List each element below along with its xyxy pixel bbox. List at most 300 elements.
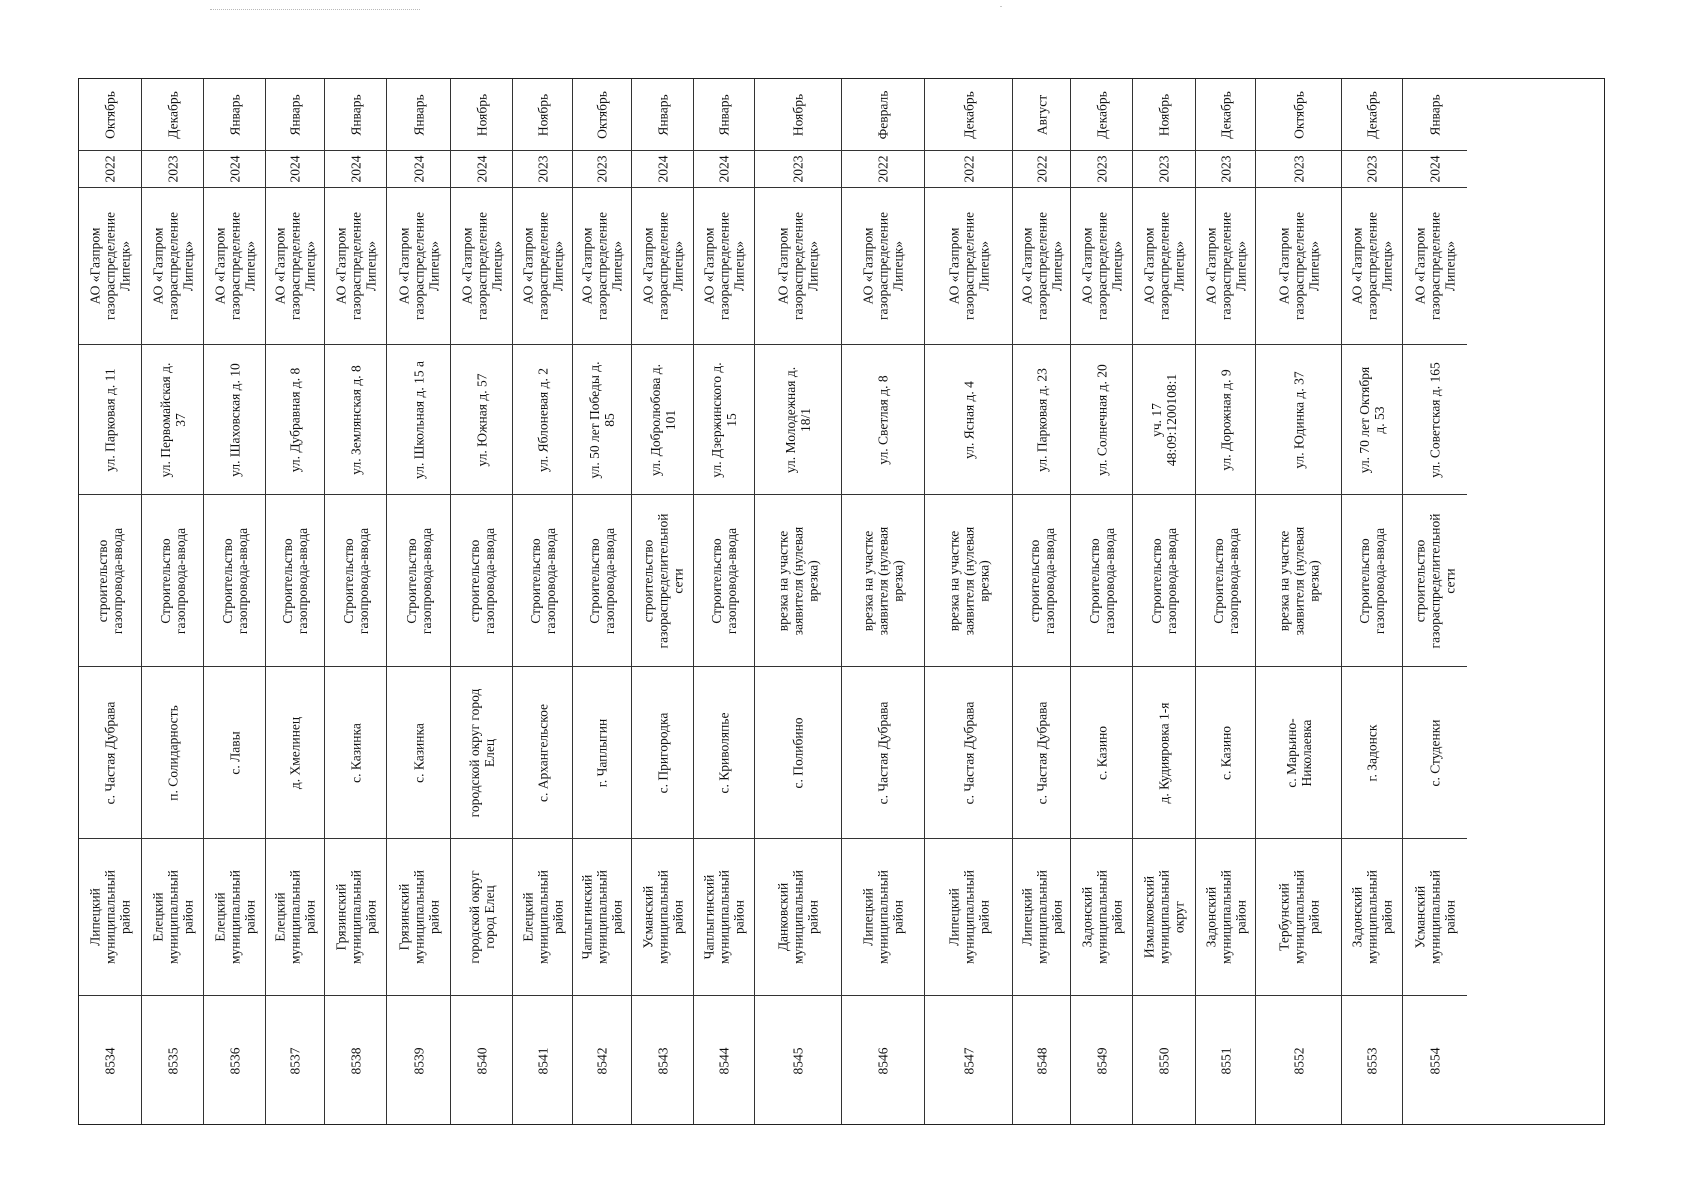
settlement-cell xyxy=(1256,667,1341,839)
organization-cell xyxy=(1256,188,1341,345)
work-type-cell xyxy=(694,495,754,667)
year-text: 2024 xyxy=(227,155,242,183)
work-type-cell xyxy=(1071,495,1132,667)
settlement-text: с. Криволяпье xyxy=(716,712,732,793)
settlement-cell xyxy=(1133,667,1195,839)
district-text: Липецкий муниципальный район xyxy=(946,870,991,964)
district-text: Задонский муниципальный район xyxy=(1203,870,1248,964)
row-number-cell xyxy=(1196,996,1255,1126)
settlement-text: с. Пригородка xyxy=(655,712,670,793)
table-row xyxy=(1133,79,1196,1124)
address-cell xyxy=(204,345,265,495)
settlement-cell xyxy=(1013,667,1070,839)
month-cell xyxy=(925,79,1012,151)
row-number-cell xyxy=(387,996,450,1126)
work-type-text: строительство газораспределительной сети xyxy=(1412,513,1458,648)
row-number-cell xyxy=(142,996,203,1126)
work-type-cell xyxy=(1403,495,1467,667)
organization-text: АО «Газпром газораспределение Липецк» xyxy=(860,211,906,321)
settlement-cell xyxy=(755,667,841,839)
district-text: Измалковский муниципальный округ xyxy=(1141,870,1187,964)
address-cell xyxy=(1133,345,1195,495)
table-row xyxy=(694,79,755,1124)
district-text: Усманский муниципальный район xyxy=(640,870,685,964)
month-text: Ноябрь xyxy=(790,93,806,136)
year-cell xyxy=(694,151,754,188)
year-text: 2024 xyxy=(655,155,670,183)
month-cell xyxy=(451,79,512,151)
settlement-cell xyxy=(1196,667,1255,839)
district-cell xyxy=(573,839,631,996)
year-cell xyxy=(842,151,924,188)
month-cell xyxy=(513,79,572,151)
work-type-text: строительство газопровода-ввода xyxy=(1026,527,1057,634)
address-text: ул. Дубравная д. 8 xyxy=(287,367,303,472)
organization-text: АО «Газпром газораспределение Липецк» xyxy=(1412,211,1458,321)
address-cell xyxy=(1196,345,1255,495)
year-text: 2023 xyxy=(1094,155,1109,183)
month-text: Октябрь xyxy=(102,90,118,139)
work-type-cell xyxy=(925,495,1012,667)
row-number-cell xyxy=(1403,996,1467,1126)
district-text: Липецкий муниципальный район xyxy=(87,870,133,964)
district-text: Чаплыгинский муниципальный район xyxy=(579,870,625,964)
address-cell xyxy=(1013,345,1070,495)
table-row xyxy=(1342,79,1403,1124)
settlement-text: с. Полибино xyxy=(790,716,806,789)
month-text: Февраль xyxy=(875,90,891,139)
month-text: Январь xyxy=(716,93,732,136)
row-number-cell xyxy=(755,996,841,1126)
settlement-text: с. Казино xyxy=(1094,725,1109,780)
work-type-cell xyxy=(79,495,141,667)
settlement-cell xyxy=(842,667,924,839)
address-cell xyxy=(1071,345,1132,495)
month-cell xyxy=(79,79,141,151)
month-cell xyxy=(842,79,924,151)
organization-cell xyxy=(1342,188,1402,345)
month-text: Октябрь xyxy=(594,90,610,139)
work-type-text: врезка на участке заявителя (нулевая врезка) xyxy=(775,526,821,635)
year-cell xyxy=(79,151,141,188)
district-cell xyxy=(204,839,265,996)
table-row xyxy=(755,79,842,1124)
settlement-text: п. Солидарность xyxy=(165,704,180,801)
address-cell xyxy=(925,345,1012,495)
organization-cell xyxy=(573,188,631,345)
address-text: ул. Яcная д. 4 xyxy=(961,380,976,459)
settlement-text: с. Студенки xyxy=(1427,718,1443,787)
month-text: Ноябрь xyxy=(474,93,489,136)
year-text: 2023 xyxy=(1364,155,1380,183)
month-text: Январь xyxy=(411,93,426,136)
row-number-text: 8543 xyxy=(655,1047,670,1075)
table-row xyxy=(573,79,632,1124)
organization-text: АО «Газпром газораспределение Липецк» xyxy=(150,211,195,321)
row-number-cell xyxy=(79,996,141,1126)
row-number-text: 8554 xyxy=(1427,1047,1443,1075)
year-text: 2023 xyxy=(1156,155,1172,183)
organization-text: АО «Газпром газораспределение Липецк» xyxy=(212,211,257,321)
settlement-text: д. Хмелинец xyxy=(287,716,303,789)
settlement-text: с. Архангельское xyxy=(535,703,550,802)
address-text: ул. Южная д. 57 xyxy=(474,373,489,466)
year-text: 2022 xyxy=(1034,155,1049,183)
organization-cell xyxy=(842,188,924,345)
table-row xyxy=(325,79,387,1124)
organization-cell xyxy=(142,188,203,345)
scan-artifact-dot xyxy=(1000,6,1002,7)
year-text: 2022 xyxy=(102,155,118,183)
settlement-cell xyxy=(573,667,631,839)
year-text: 2023 xyxy=(594,155,610,183)
settlement-cell xyxy=(1071,667,1132,839)
organization-cell xyxy=(694,188,754,345)
year-cell xyxy=(204,151,265,188)
work-type-cell xyxy=(1013,495,1070,667)
settlement-text: с. Лавы xyxy=(227,730,242,775)
organization-cell xyxy=(79,188,141,345)
organization-text: АО «Газпром газораспределение Липецк» xyxy=(701,211,747,321)
address-cell xyxy=(1256,345,1341,495)
organization-text: АО «Газпром газораспределение Липецк» xyxy=(579,211,625,321)
settlement-cell xyxy=(694,667,754,839)
month-text: Август xyxy=(1034,94,1049,135)
organization-text: АО «Газпром газораспределение Липецк» xyxy=(946,211,991,321)
row-number-cell xyxy=(451,996,512,1126)
month-cell xyxy=(204,79,265,151)
work-type-text: Строительство газопровода-ввода xyxy=(340,527,371,634)
address-cell xyxy=(266,345,324,495)
district-text: Липецкий муниципальный район xyxy=(860,870,906,964)
work-type-text: Строительство газопровода-ввода xyxy=(1149,527,1179,634)
work-type-cell xyxy=(573,495,631,667)
row-number-text: 8540 xyxy=(474,1047,489,1075)
address-cell xyxy=(632,345,693,495)
settlement-cell xyxy=(1342,667,1402,839)
settlement-cell xyxy=(79,667,141,839)
organization-cell xyxy=(1013,188,1070,345)
row-number-text: 8547 xyxy=(961,1047,976,1075)
work-type-text: Строительство газопровода-ввода xyxy=(280,527,310,634)
organization-cell xyxy=(1403,188,1467,345)
year-cell xyxy=(1071,151,1132,188)
settlement-cell xyxy=(142,667,203,839)
settlement-cell xyxy=(1403,667,1467,839)
row-number-text: 8534 xyxy=(102,1047,118,1075)
row-number-cell xyxy=(266,996,324,1126)
row-number-text: 8542 xyxy=(594,1047,610,1075)
organization-text: АО «Газпром газораспределение Липецк» xyxy=(272,211,318,321)
year-text: 2024 xyxy=(716,155,732,183)
work-type-text: Строительство газопровода-ввода xyxy=(527,527,558,634)
month-cell xyxy=(573,79,631,151)
organization-text: АО «Газпром газораспределение Липецк» xyxy=(1019,211,1064,321)
row-number-cell xyxy=(925,996,1012,1126)
settlement-text: с. Частая Дубрава xyxy=(102,701,118,804)
work-type-cell xyxy=(387,495,450,667)
address-text: ул. Землянская д. 8 xyxy=(348,364,363,475)
work-type-cell xyxy=(451,495,512,667)
month-text: Ноябрь xyxy=(535,93,550,136)
work-type-text: Строительство газопровода-ввода xyxy=(709,527,739,634)
settlement-text: городской округ город Елец xyxy=(466,688,497,817)
district-text: Чаплыгинский муниципальный район xyxy=(701,870,747,964)
address-text: ул. Светлая д. 8 xyxy=(875,374,891,465)
settlement-text: г. Чаплыгин xyxy=(594,718,610,787)
row-number-cell xyxy=(325,996,386,1126)
address-text: ул. Добролюбова д. 101 xyxy=(647,363,678,476)
work-type-text: Строительство газопровода-ввода xyxy=(1357,527,1387,634)
table-row xyxy=(1256,79,1342,1124)
address-cell xyxy=(1342,345,1402,495)
work-type-text: врезка на участке заявителя (нулевая врезка) xyxy=(1276,526,1321,635)
row-number-cell xyxy=(1256,996,1341,1126)
row-number-text: 8546 xyxy=(875,1047,891,1075)
work-type-text: строительство газораспределительной сети xyxy=(640,513,685,648)
address-cell xyxy=(79,345,141,495)
year-cell xyxy=(755,151,841,188)
district-text: Елецкий муниципальный район xyxy=(272,870,318,964)
organization-cell xyxy=(513,188,572,345)
row-number-text: 8536 xyxy=(227,1047,242,1075)
row-number-text: 8537 xyxy=(287,1047,303,1075)
district-cell xyxy=(513,839,572,996)
address-text: ул. Дзержинского д. 15 xyxy=(709,361,739,478)
month-cell xyxy=(142,79,203,151)
year-text: 2023 xyxy=(1291,155,1306,183)
month-cell xyxy=(1133,79,1195,151)
month-text: Декабрь xyxy=(1218,90,1233,139)
gasification-registry-table xyxy=(78,78,1605,1125)
month-cell xyxy=(1196,79,1255,151)
year-cell xyxy=(925,151,1012,188)
work-type-text: врезка на участке заявителя (нулевая врезка) xyxy=(860,526,906,635)
organization-text: АО «Газпром газораспределение Липецк» xyxy=(1141,211,1187,321)
month-cell xyxy=(1342,79,1402,151)
month-cell xyxy=(266,79,324,151)
organization-text: АО «Газпром газораспределение Липецк» xyxy=(1079,211,1124,321)
row-number-text: 8548 xyxy=(1034,1047,1049,1075)
address-text: ул. Шаховская д. 10 xyxy=(227,362,242,477)
row-number-cell xyxy=(1133,996,1195,1126)
table-row xyxy=(1071,79,1133,1124)
district-cell xyxy=(387,839,450,996)
row-number-text: 8541 xyxy=(535,1047,550,1075)
work-type-text: Строительство газопровода-ввода xyxy=(1086,527,1117,634)
organization-text: АО «Газпром газораспределение Липецк» xyxy=(333,211,378,321)
month-text: Январь xyxy=(287,93,303,136)
year-cell xyxy=(573,151,631,188)
row-number-text: 8535 xyxy=(165,1047,180,1075)
address-cell xyxy=(1403,345,1467,495)
district-cell xyxy=(842,839,924,996)
work-type-cell xyxy=(632,495,693,667)
row-number-cell xyxy=(632,996,693,1126)
settlement-text: с. Марьино- Николаевка xyxy=(1283,717,1314,788)
district-text: Липецкий муниципальный район xyxy=(1019,870,1064,964)
month-text: Январь xyxy=(655,93,670,136)
month-cell xyxy=(1013,79,1070,151)
row-number-cell xyxy=(204,996,265,1126)
district-text: Данковский муниципальный район xyxy=(775,870,821,964)
settlement-text: с. Казино xyxy=(1218,725,1233,780)
year-text: 2024 xyxy=(411,155,426,183)
year-cell xyxy=(1342,151,1402,188)
month-text: Январь xyxy=(348,93,363,136)
organization-cell xyxy=(387,188,450,345)
address-cell xyxy=(842,345,924,495)
address-cell xyxy=(142,345,203,495)
settlement-cell xyxy=(387,667,450,839)
row-number-cell xyxy=(842,996,924,1126)
organization-text: АО «Газпром газораспределение Липецк» xyxy=(1203,211,1248,321)
district-text: Задонский муниципальный район xyxy=(1079,870,1124,964)
organization-cell xyxy=(1196,188,1255,345)
settlement-text: с. Казинка xyxy=(411,722,426,783)
address-cell xyxy=(451,345,512,495)
month-cell xyxy=(755,79,841,151)
year-cell xyxy=(513,151,572,188)
address-text: ул. Советская д. 165 xyxy=(1427,361,1443,478)
district-text: Задонский муниципальный район xyxy=(1349,870,1395,964)
settlement-cell xyxy=(632,667,693,839)
table-row xyxy=(513,79,573,1124)
year-text: 2023 xyxy=(790,155,806,183)
row-number-text: 8550 xyxy=(1156,1047,1172,1075)
address-text: уч. 17 48:09:1200108:1 xyxy=(1149,373,1179,466)
settlement-text: с. Частая Дубрава xyxy=(1034,701,1049,804)
organization-cell xyxy=(925,188,1012,345)
work-type-text: строительство газопровода-ввода xyxy=(466,527,497,634)
month-cell xyxy=(1071,79,1132,151)
organization-cell xyxy=(204,188,265,345)
month-cell xyxy=(387,79,450,151)
work-type-cell xyxy=(1196,495,1255,667)
settlement-text: г. Задонск xyxy=(1364,724,1380,781)
address-text: ул. 70 лет Октября д. 53 xyxy=(1357,366,1387,473)
district-text: городской округ город Елец xyxy=(466,870,497,964)
year-cell xyxy=(325,151,386,188)
month-text: Декабрь xyxy=(165,90,180,139)
table-row xyxy=(387,79,451,1124)
address-cell xyxy=(573,345,631,495)
address-text: ул. Парковая д. 11 xyxy=(102,367,118,472)
organization-text: АО «Газпром газораспределение Липецк» xyxy=(775,211,821,321)
table-row xyxy=(204,79,266,1124)
work-type-cell xyxy=(142,495,203,667)
district-cell xyxy=(1196,839,1255,996)
district-cell xyxy=(451,839,512,996)
organization-cell xyxy=(1071,188,1132,345)
row-number-text: 8552 xyxy=(1291,1047,1306,1075)
settlement-cell xyxy=(513,667,572,839)
district-cell xyxy=(325,839,386,996)
organization-text: АО «Газпром газораспределение Липецк» xyxy=(396,211,441,321)
year-text: 2022 xyxy=(875,155,891,183)
organization-text: АО «Газпром газораспределение Липецк» xyxy=(1276,211,1321,321)
district-cell xyxy=(142,839,203,996)
row-number-text: 8545 xyxy=(790,1047,806,1075)
row-number-text: 8553 xyxy=(1364,1047,1380,1075)
organization-text: АО «Газпром газораспределение Липецк» xyxy=(459,211,504,321)
district-cell xyxy=(1342,839,1402,996)
work-type-text: Строительство газопровода-ввода xyxy=(403,527,434,634)
settlement-cell xyxy=(451,667,512,839)
address-cell xyxy=(755,345,841,495)
address-text: ул. Яблоневая д. 2 xyxy=(535,367,550,472)
year-cell xyxy=(142,151,203,188)
row-number-cell xyxy=(1013,996,1070,1126)
address-cell xyxy=(325,345,386,495)
work-type-cell xyxy=(1256,495,1341,667)
work-type-cell xyxy=(266,495,324,667)
work-type-cell xyxy=(1342,495,1402,667)
district-text: Елецкий муниципальный район xyxy=(150,870,195,964)
settlement-text: с. Казинка xyxy=(348,722,363,783)
settlement-text: с. Частая Дубрава xyxy=(875,701,891,804)
settlement-cell xyxy=(925,667,1012,839)
table-row xyxy=(1403,79,1467,1124)
district-cell xyxy=(79,839,141,996)
organization-cell xyxy=(632,188,693,345)
row-number-text: 8549 xyxy=(1094,1047,1109,1075)
row-number-cell xyxy=(694,996,754,1126)
table-row xyxy=(266,79,325,1124)
table-row xyxy=(451,79,513,1124)
work-type-cell xyxy=(204,495,265,667)
month-text: Декабрь xyxy=(1094,90,1109,139)
year-text: 2022 xyxy=(961,155,976,183)
district-text: Грязинский муниципальный район xyxy=(333,870,378,964)
address-text: ул. Юдинка д. 37 xyxy=(1291,370,1306,469)
year-cell xyxy=(266,151,324,188)
year-cell xyxy=(1256,151,1341,188)
district-cell xyxy=(925,839,1012,996)
address-text: ул. Дорожная д. 9 xyxy=(1218,368,1233,471)
district-cell xyxy=(632,839,693,996)
district-cell xyxy=(694,839,754,996)
table-row xyxy=(142,79,204,1124)
month-text: Январь xyxy=(227,93,242,136)
district-text: Елецкий муниципальный район xyxy=(212,870,257,964)
row-number-cell xyxy=(1342,996,1402,1126)
work-type-cell xyxy=(1133,495,1195,667)
district-cell xyxy=(1071,839,1132,996)
month-text: Ноябрь xyxy=(1156,93,1172,136)
district-cell xyxy=(1256,839,1341,996)
settlement-cell xyxy=(325,667,386,839)
year-text: 2023 xyxy=(1218,155,1233,183)
table-row xyxy=(1196,79,1256,1124)
work-type-text: Строительство газопровода-ввода xyxy=(1210,527,1241,634)
year-cell xyxy=(1133,151,1195,188)
row-number-text: 8539 xyxy=(411,1047,426,1075)
district-cell xyxy=(1013,839,1070,996)
work-type-text: строительство газопровода-ввода xyxy=(95,527,125,634)
district-text: Усманский муниципальный район xyxy=(1412,870,1458,964)
scan-artifact-line xyxy=(210,9,420,10)
year-text: 2024 xyxy=(474,155,489,183)
month-cell xyxy=(1403,79,1467,151)
month-text: Декабрь xyxy=(961,90,976,139)
work-type-text: Строительство газопровода-ввода xyxy=(157,527,188,634)
year-text: 2024 xyxy=(1427,155,1443,183)
work-type-text: Строительство газопровода-ввода xyxy=(219,527,250,634)
work-type-text: Строительство газопровода-ввода xyxy=(587,527,617,634)
table-row xyxy=(632,79,694,1124)
settlement-cell xyxy=(204,667,265,839)
